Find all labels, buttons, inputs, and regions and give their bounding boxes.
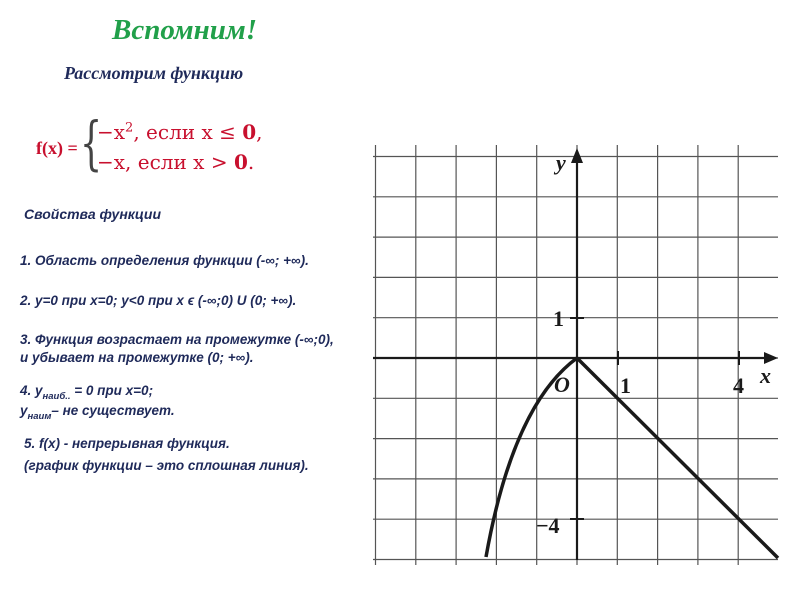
function-lhs: f(x) = <box>36 138 78 158</box>
case2-end: . <box>247 150 255 174</box>
property-4-line-2 <box>20 403 175 422</box>
property-5-line-1: 5. f(x) - непрерывная функция. <box>24 436 230 451</box>
tick-label-x1: 1 <box>620 373 631 398</box>
function-case-1 <box>97 120 263 144</box>
p4-l1-prefix: 4. у <box>20 383 43 398</box>
p4-l1-suffix: = 0 при х=0; <box>70 383 154 398</box>
page-subtitle: Рассмотрим функцию <box>64 63 244 83</box>
property-5-line-2: (график функции – это сплошная линия). <box>24 458 309 473</box>
case2-expr: −x, если x > <box>97 150 234 174</box>
linear-branch <box>577 358 778 558</box>
case1-expr: −x <box>97 120 126 144</box>
property-3-line-2: и убывает на промежутке (0; +∞). <box>20 350 254 365</box>
case1-condition: , если x ≤ <box>133 120 243 144</box>
tick-label-yneg4: −4 <box>536 513 560 538</box>
property-2: 2. у=0 при х=0; у<0 при х ϵ (-∞;0) U (0; +∞). <box>20 293 297 308</box>
page-title: Вспомним! <box>112 14 257 46</box>
p4-l2-prefix: у <box>20 403 28 418</box>
brace-symbol: { <box>80 109 103 177</box>
case1-value: 0 <box>242 120 257 144</box>
properties-heading: Свойства функции <box>24 206 162 222</box>
tick-label-y1: 1 <box>553 306 564 331</box>
origin-label: O <box>554 372 570 397</box>
tick-label-x4: 4 <box>733 373 744 398</box>
grid <box>373 145 778 565</box>
case2-value: 0 <box>233 150 248 174</box>
case1-exponent: 2 <box>125 120 134 136</box>
y-axis-arrow <box>571 148 583 163</box>
function-case-2 <box>97 150 254 174</box>
property-4-line-1 <box>20 383 154 402</box>
property-1: 1. Область определения функции (-∞; +∞). <box>20 253 309 268</box>
axis-y-label: y <box>556 150 566 175</box>
axis-x-label: x <box>760 363 771 388</box>
p4-l2-suffix: – не существует. <box>51 403 175 418</box>
p4-l2-sub: наим <box>27 411 52 422</box>
case1-end: , <box>256 120 263 144</box>
property-3-line-1: 3. Функция возрастает на промежутке (-∞;0), <box>20 332 334 347</box>
p4-l1-sub: наиб.. <box>42 391 71 402</box>
function-graph <box>373 145 783 570</box>
